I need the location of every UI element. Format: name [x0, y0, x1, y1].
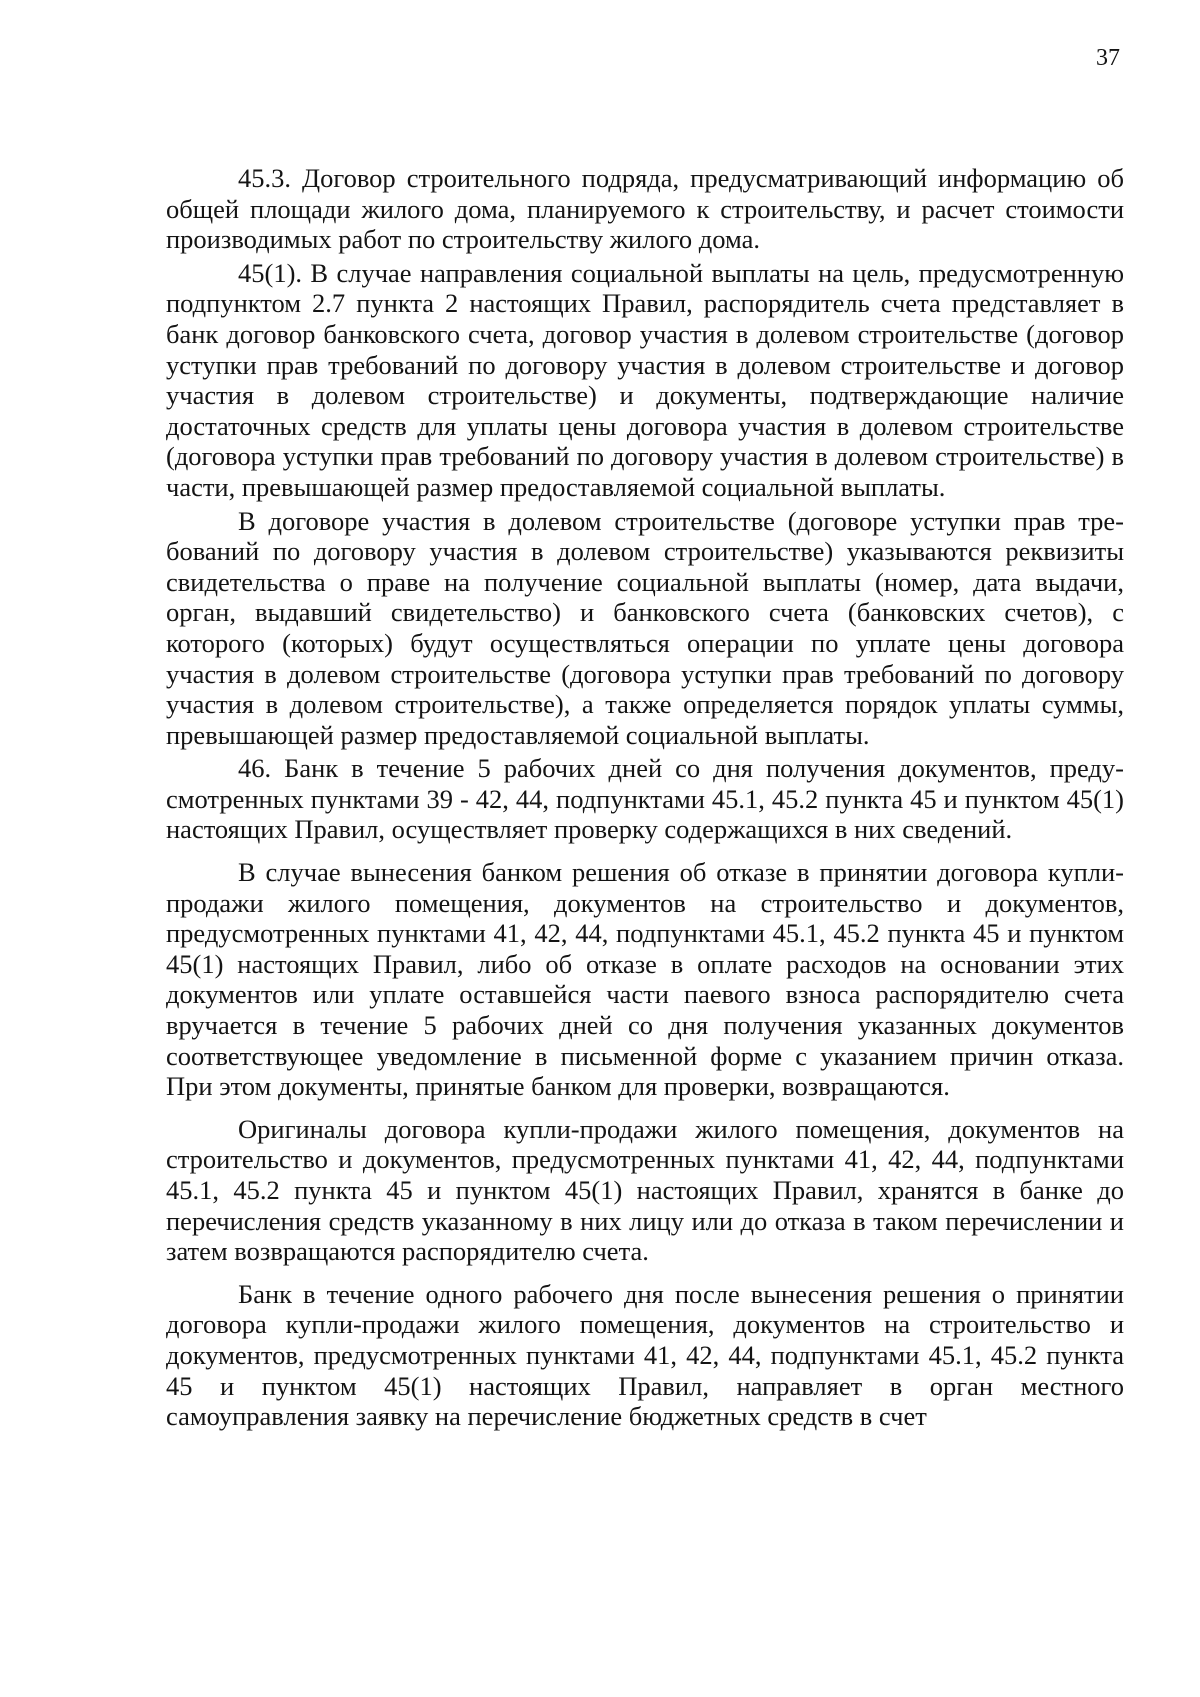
paragraph-46: 46. Банк в течение 5 рабочих дней со дня получения документов, предусмотренных пунктами 39 - 42, 44, подпунктами 45.1, 45.2 пункта 45 и пунктом 45(1) настоящих Правил, осуществляет проверку содержащихся в них сведений. [166, 753, 1124, 845]
paragraph-contract-requisites: В договоре участия в долевом строительстве (договоре уступки прав требований по договору участия в долевом строительстве) указываются реквизиты свидетельства о праве на получение социальной выплаты (номер, дата выдачи, орган, выдавший свидетельство) и банковского счета (банковских счетов), с которого (которых) будут осуществляться операции по уплате цены договора участия в долевом строительстве (договора уступки прав требований по договору участия в долевом строительстве), а также определяется порядок уплаты суммы, превышающей размер предоставляемой социальной выплаты. [166, 505, 1124, 750]
paragraph-45-3: 45.3. Договор строительного подряда, предусматривающий информацию об общей площади жилого дома, планируемого к строительству, и расчет стоимости производимых работ по строительству жилого дома. [166, 163, 1124, 255]
document-body [166, 163, 1124, 1432]
paragraph-bank-request: Банк в течение одного рабочего дня после вынесения решения о принятии договора купли-продажи жилого помещения, документов на строительство и документов, предусмотренных пунктами 41, 42, 44, подпунктами 45.1, 45.2 пункта 45 и пунктом 45(1) настоящих Правил, направляет в орган местного самоуправления заявку на перечисление бюджетных средств в счет [166, 1278, 1124, 1432]
paragraph-45-1: 45(1). В случае направления социальной выплаты на цель, предусмотренную подпунктом 2.7 пункта 2 настоящих Правил, распорядитель счета представляет в банк договор банковского счета, договор участия в долевом строительстве (договор уступки прав требований по договору участия в долевом строительстве и договор участия в долевом строительстве) и документы, подтверждающие наличие достаточных средств для уплаты цены договора участия в долевом строительстве (договора уступки прав требований по договору участия в долевом строительстве) в части, превышающей размер предоставляемой социальной выплаты. [166, 257, 1124, 502]
paragraph-originals: Оригиналы договора купли-продажи жилого помещения, документов на строительство и документов, предусмотренных пунктами 41, 42, 44, подпунктами 45.1, 45.2 пункта 45 и пунктом 45(1) настоящих Правил, хранятся в банке до перечисления средств указанному в них лицу или до отказа в таком перечислении и затем возвращаются распорядителю счета. [166, 1113, 1124, 1267]
paragraph-refusal: В случае вынесения банком решения об отказе в принятии договора купли-продажи жилого помещения, документов на строительство и документов, предусмотренных пунктами 41, 42, 44, подпунктами 45.1, 45.2 пункта 45 и пунктом 45(1) настоящих Правил, либо об отказе в оплате расходов на основании этих документов или уплате оставшейся части паевого взноса распорядителю счета вручается в течение 5 рабочих дней со дня получения указанных документов соответствующее уведомление в письменной форме с указанием причин отказа. При этом документы, принятые банком для проверки, возвращаются. [166, 857, 1124, 1102]
page-number: 37 [1096, 45, 1120, 71]
